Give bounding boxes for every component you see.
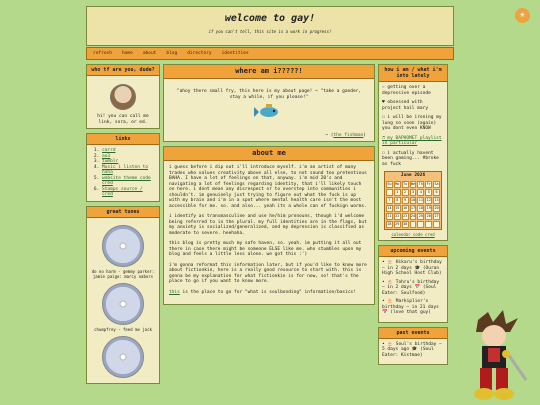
soulbonding-link[interactable]: this <box>169 289 180 295</box>
calendar-day: 7 <box>386 197 393 204</box>
calendar-day: 26 <box>426 213 431 218</box>
calendar-day: 24 <box>410 213 416 218</box>
about-box <box>163 146 375 305</box>
calendar-day: 1 <box>394 189 401 196</box>
link-ao3[interactable]: ao3 <box>102 153 111 159</box>
links-list <box>90 148 156 198</box>
calendar-day: 6 <box>433 189 440 196</box>
past-events-box <box>378 327 448 366</box>
calendar-day: 17 <box>410 205 416 210</box>
fishman-link[interactable]: the fishman <box>333 132 364 138</box>
status-playlist-link[interactable]: ♬ my BAPHOMET playlist in particular <box>382 135 442 146</box>
calendar-day: Mo <box>395 181 400 186</box>
calendar-day: 5 <box>425 189 432 196</box>
calendar-day: 4 <box>417 189 424 196</box>
album-cover-2[interactable] <box>102 283 144 325</box>
nav-blog[interactable]: blog <box>166 51 178 56</box>
calendar-day: 29 <box>395 221 400 226</box>
calendar-day: 2 <box>402 189 409 196</box>
tunes-title: great tunes <box>87 207 159 218</box>
main-column <box>163 64 375 388</box>
calendar-day: 28 <box>387 221 392 226</box>
nav-home[interactable]: home <box>121 51 133 56</box>
theme-toggle-icon[interactable]: ☀ <box>515 8 530 23</box>
who-box <box>86 64 160 129</box>
calendar-day: 18 <box>418 205 423 210</box>
events-body <box>379 257 447 322</box>
link-stamps[interactable]: Stamps source / cred <box>102 186 143 197</box>
calendar-day: 27 <box>434 213 439 218</box>
tunes-box <box>86 206 160 384</box>
page-wrapper <box>86 6 454 388</box>
right-column <box>378 64 448 388</box>
calendar-day: 8 <box>394 197 401 204</box>
nav-about[interactable]: about <box>142 51 157 56</box>
event-item: • 🎂 Hikaru's birthday — in 2 days 🎓 (Ouran High School Host Club) <box>382 260 442 276</box>
link-music[interactable]: Music i listen to haha <box>102 164 149 175</box>
calendar-day: 20 <box>434 205 439 210</box>
tunes-body <box>87 218 159 383</box>
link-tumblr[interactable]: tumblr <box>102 159 119 164</box>
calendar-day: 11 <box>418 197 423 202</box>
calendar-day: 12 <box>426 197 431 202</box>
attrib-prefix: ~ ( <box>325 132 334 138</box>
calendar-day: 13 <box>434 197 439 202</box>
status-item: ☐ i will be ironing my lung so soon (again) you dont even KNOW <box>382 115 442 131</box>
album-cover-1[interactable] <box>102 225 144 267</box>
past-events-title: past events <box>379 328 447 339</box>
about-paragraph: this blog is pretty much my safe haven, so. yeah. im putting it all out there in case there might be someone ELSE like me. who stumbles upon my blog and feels a little less alone. we got this :') <box>169 241 362 257</box>
past-event-item: • 🎂 Soul's birthday — 5 days ago 🎓 (Soul Eater: Kistmae) <box>382 341 442 358</box>
about-paragraph <box>169 290 369 296</box>
calendar-day: 25 <box>418 213 423 218</box>
calendar-day: 19 <box>426 205 431 210</box>
attrib-suffix: ) <box>363 132 366 138</box>
site-subtitle: if you can't tell, this site is a work in progress! <box>208 29 332 34</box>
tune-caption-1: do no harm - gemmy parker: jamie paige: marcy nabors <box>91 268 155 279</box>
calendar-day <box>417 221 424 228</box>
fishman-icon <box>254 102 284 120</box>
status-title: how i am / what i'm into lately <box>379 65 447 82</box>
nav-bar <box>86 47 454 60</box>
status-item: ☆ getting over a depressive episode <box>382 85 431 96</box>
event-item: • 🎂 Markiplier's birthday — in 21 days 📅 (love that guy) <box>382 299 439 315</box>
tune-caption-2: chumpfrey - feed me jack <box>94 326 152 332</box>
calendar-day: 22 <box>395 213 400 218</box>
calendar-day: Th <box>418 181 423 186</box>
quote-attribution <box>172 133 366 139</box>
quote: "ahoy there small fry, this here is my about page! ~ "take a gander, stay a while, if you please!" <box>176 89 362 100</box>
calendar-day: 9 <box>402 197 409 204</box>
link-theme-cred[interactable]: website theme code cred <box>102 175 151 186</box>
about-paragraph: i guess before i dip out i'll introduce myself. i'm an artist of many trades who values creativity above all else, to not sound too pretentious BAHA. I have a lot of feelings on that, anyway. i'm mid 20's and navigating a lot of feelings regarding identity, that i'll likely touch on here. i dont mean any disrespect or to overstep into communities i shouldn't. im genuinely just trying to figure out what the fuck is up with my brain and i'm in a spot where mental health care isn't the most accessible for me. so. and also... yeah its a whole can of fuckign worms. <box>169 165 367 209</box>
calendar-day: 14 <box>387 205 392 210</box>
calendar-day: 3 <box>410 189 417 196</box>
album-cover-3[interactable] <box>102 336 144 378</box>
status-item: ♥ obsessed with project hail mary <box>382 100 429 111</box>
nav-refresh[interactable]: refresh <box>93 51 112 56</box>
calendar-title: June 2026 <box>400 173 426 178</box>
calendar-grid <box>385 180 441 229</box>
calendar-day: 15 <box>395 205 400 210</box>
status-item: ☐ i actually havent been gaming... #broke as fuck <box>382 150 439 167</box>
events-box <box>378 245 448 323</box>
nav-identities[interactable]: identities <box>221 51 249 56</box>
soulbonding-text: is the place to go for "what is soulbonding" information/basics! <box>179 289 356 295</box>
calendar-day: 16 <box>403 205 408 210</box>
events-title: upcoming events <box>379 246 447 257</box>
columns <box>86 64 454 388</box>
calendar-day: Su <box>387 181 392 186</box>
avatar <box>110 84 136 110</box>
left-column <box>86 64 160 388</box>
links-box <box>86 133 160 202</box>
link-item[interactable] <box>102 165 156 176</box>
who-body <box>87 76 159 128</box>
link-item[interactable] <box>102 176 156 187</box>
calendar-day: We <box>410 181 416 186</box>
nav-directory[interactable]: directory <box>187 51 212 56</box>
calendar-day <box>410 221 417 228</box>
calendar-day <box>425 221 432 228</box>
where-body <box>164 79 374 141</box>
who-text: hi! you can call me link, sora, or ed. <box>97 114 149 125</box>
where-title: where am i?????! <box>164 65 374 79</box>
site-header <box>86 6 454 46</box>
past-events-body <box>379 339 447 365</box>
about-title: about me <box>164 147 374 161</box>
event-item: • 🎂 Tohru's birthday — in 2 days 📅 (Soul Eater: Soulfood) <box>382 279 440 296</box>
link-carrd[interactable]: carrd <box>102 148 116 153</box>
calendar-day: Tu <box>403 181 408 186</box>
calendar-day <box>386 189 393 196</box>
about-paragraph: i'm gonna reformat this information later, but if you'd like to know more about fictionkin, here is a really good resource to start with. this is gonna be my explanation for what fictionkin is for now, so! that's the place to go if you want to know more. <box>169 262 367 284</box>
calendar <box>384 171 442 230</box>
calendar-day: Fr <box>426 181 431 186</box>
about-body <box>164 161 374 304</box>
character-sprite-icon <box>458 310 528 402</box>
about-paragraph: i identify as transmasculine and use he/him pronouns, though i'd welcome being referred to in the plural. my full identities are in the flags, but my anxiety is socialized/generalized, and my depression is classified as moderate to severe. heehaha. <box>169 214 367 236</box>
calendar-cred-link[interactable]: calendar code cred <box>391 231 435 237</box>
site-title: welcome to gay! <box>224 13 316 24</box>
where-box <box>163 64 375 142</box>
link-item[interactable] <box>102 187 156 198</box>
status-box <box>378 64 448 241</box>
calendar-day: 10 <box>410 197 416 202</box>
calendar-day: 30 <box>403 221 408 226</box>
calendar-day <box>433 221 440 228</box>
links-body <box>87 145 159 201</box>
who-title: who tf are you, dude? <box>87 65 159 76</box>
status-body <box>379 82 447 240</box>
calendar-day: Sa <box>434 181 439 186</box>
calendar-day: 23 <box>403 213 408 218</box>
links-title: links <box>87 134 159 145</box>
calendar-day: 21 <box>387 213 392 218</box>
